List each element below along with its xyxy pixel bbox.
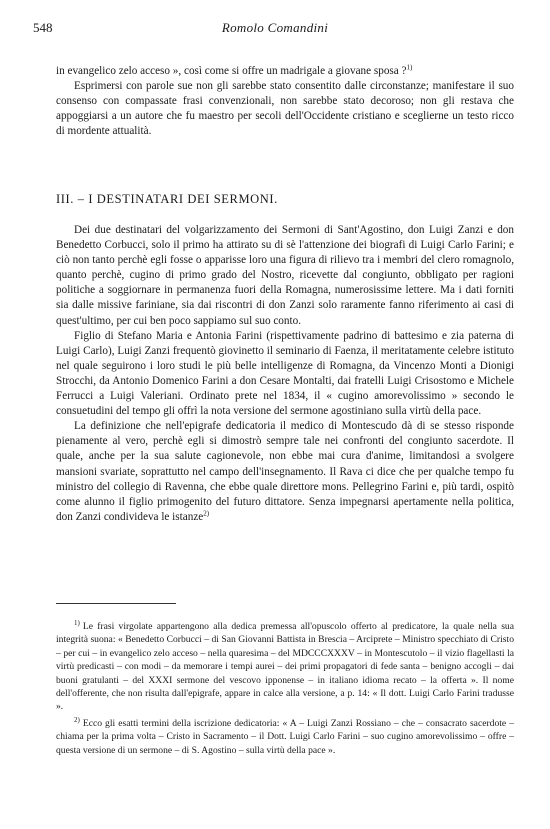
running-title: Romolo Comandini [221, 20, 329, 35]
intro-paragraph-1-text: in evangelico zelo acceso », così come si offre un madrigale a giovane sposa ? [56, 65, 407, 77]
footnote-ref-2: 2) [203, 509, 210, 518]
main-paragraph-2-text: Figlio di Stefano Maria e Antonia Farini (rispettivamente padrino di battesimo e zia paterna di Luigi Carlo), Luigi Zanzi frequentò giovinetto il seminario di Faenza, il meritatamente celebre istituto nel quale seguirono i loro studi le più belle intelligenze di Romagna, da Vincenzo Monti a Dionigi Strocchi, da Antonio Domenico Farini a don Cesare Montalti, dai fratelli Luigi Crisostomo e Michele Ferrucci a Luigi Valeriani. Ordinato prete nel 1834, il « cugino amorevolissimo » secondo le consuetudini del tempo gli offrì la nota versione del sermone agostiniano sulla virtù della pace. [56, 329, 514, 418]
main-paragraph-1: Dei due destinatari del volgarizzamento dei Sermoni di Sant'Agostino, don Luigi Zanzi e don Benedetto Corbucci, solo il primo ha attirato su di sè l'attenzione dei biografi di Luigi Carlo Farini; e ciò non tanto perchè egli fosse o apparisse loro una figura di rilievo tra i membri del clero romagnolo, quanto perchè, cugino di primo grado del Nostro, ricevette dal congiunto, obbligato per ragioni politiche a soggiornare in permanenza fuori della Romagna, numerosissime lettere. Ma i dati forniti sia dalle missive fariniane, sia dai riscontri di don Zanzi solo raramente fanno riferimento ai casi di quest'ultimo, per cui ben poco sappiamo sul suo conto. [56, 224, 514, 327]
page-header [33, 20, 517, 38]
page-number: 548 [33, 20, 53, 35]
section-heading: III. – I DESTINATARI DEI SERMONI. [56, 192, 278, 206]
intro-text [56, 64, 514, 139]
main-text [56, 223, 514, 525]
footnote-2 [56, 717, 514, 757]
footnote-1-text: Le frasi virgolate appartengono alla dedica premessa all'opuscolo offerto al predicatore, la quale nella sua integrità suona: « Benedetto Corbucci – di San Giovanni Battista in Brescia – Arciprete – Ministro specchiato di Cristo – per cui – in evangelico zelo acceso – nella quaresima – del MDCCCXXXV – in Montescutolo – il vizio flagellasti la virtù predicasti – con modi – da memorare i tempi aurei – dei primi propagatori di fede santa – benigno accogli – dai buoni gratulanti – del XXXI sermone del vescovo ipponense – in italiano idioma recato – la offerta ». Il nome dell'offerente, che non risulta dall'epigrafe, appare in calce alla versione, a p. 14: « Il dott. Luigi Carlo Farini tradusse ». [56, 621, 514, 713]
main-paragraph-3 [56, 419, 514, 525]
footnote-2-mark: 2) [74, 715, 80, 724]
footnotes [56, 620, 514, 760]
intro-paragraph-1 [56, 64, 514, 79]
footnote-1 [56, 620, 514, 714]
main-paragraph-3-text: La definizione che nell'epigrafe dedicatoria il medico di Montescudo dà di se stesso risponde pienamente al vero, perchè egli si dimostrò sempre tale nei confronti del congiunto sacerdote. Il quale, anche per la sua salute cagionevole, non ebbe mai cura d'anime, limitandosi a svolgere mansioni svariate, soprattutto nel campo dell'insegnamento. Il Rava ci dice che per qualche tempo fu ministro del collegio di Ravenna, che ebbe quale direttore mons. Pellegrino Farini e, più tardi, ospitò come alunno il figlio primogenito del futuro dittatore. Senza impegnarsi apertamente nella politica, don Zanzi condivideva le istanze [56, 420, 514, 523]
footnote-1-mark: 1) [74, 618, 80, 627]
main-paragraph-2 [56, 329, 514, 420]
footnote-ref-1: 1) [406, 63, 413, 72]
footnote-divider [56, 603, 176, 604]
intro-paragraph-2: Esprimersi con parole sue non gli sarebbe stato consentito dalle circonstanze; manifestare il suo consenso con compassate frasi convenzionali, non sarebbe stato decoroso; non gli restava che appoggiarsi a un autore che fu maestro per secoli dell'Occidente cristiano e sceglierne un testo ricco di mordente attualità. [56, 80, 514, 138]
footnote-2-text: Ecco gli esatti termini della iscrizione dedicatoria: « A – Luigi Zanzi Rossiano – che – consacrato sacerdote – chiama per la prima volta – Cristo in Sacramento – il Dott. Luigi Carlo Farini – suo cugino amorevolissimo – offre – questa versione di un sermone – di S. Agostino – sulla virtù della pace ». [56, 717, 514, 756]
